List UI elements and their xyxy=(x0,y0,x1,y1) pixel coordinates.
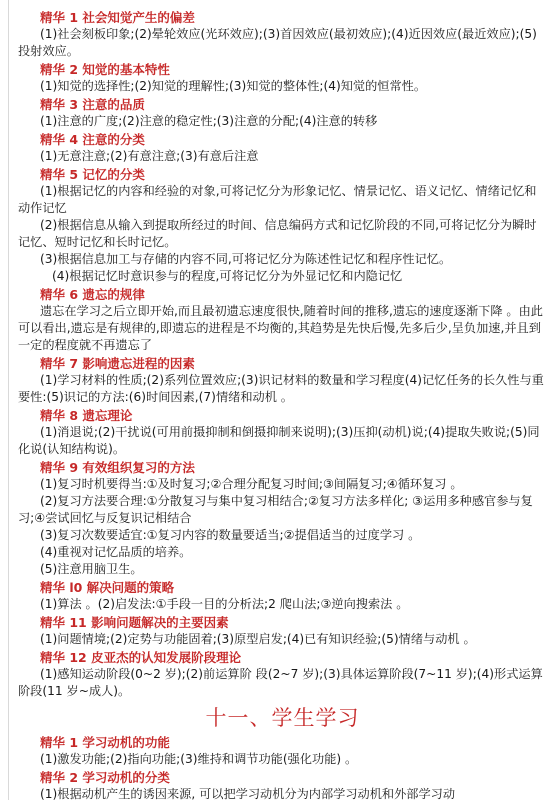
section-paragraph: (5)注意用脑卫生。 xyxy=(40,562,143,576)
section-paragraph: (4)根据记忆时意识参与的程度,可将记忆分为外显记忆和内隐记忆 xyxy=(52,269,403,283)
section-paragraph: (1)问题情境;(2)定势与功能固着;(3)原型启发;(4)已有知识经验;(5)情绪与动机 。 xyxy=(40,632,476,646)
section-paragraph: (2)复习方法要合理:①分散复习与集中复习相结合;②复习方法多样化; ③运用多种感官参与复习;④尝试回忆与反复识记相结合 xyxy=(18,494,533,525)
section-heading: 精华 3 注意的品质 xyxy=(40,97,145,112)
section-paragraph: (1)无意注意;(2)有意注意;(3)有意后注意 xyxy=(40,149,259,163)
section-heading: 精华 5 记忆的分类 xyxy=(40,167,145,182)
section-list xyxy=(18,9,547,700)
section-paragraph: (1)社会刻板印象;(2)晕轮效应(光环效应);(3)首因效应(最初效应);(4)近因效应(最近效应);(5)投射效应。 xyxy=(18,27,537,58)
section-heading: 精华 2 知觉的基本特性 xyxy=(40,62,170,77)
section-heading: 精华 11 影响问题解决的主要因素 xyxy=(40,615,229,630)
section-heading: 精华 12 皮亚杰的认知发展阶段理论 xyxy=(40,650,242,665)
section-paragraph: (1)感知运动阶段(0~2 岁);(2)前运算阶 段(2~7 岁);(3)具体运算阶段(7~11 岁);(4)形式运算阶段(11 岁~成人)。 xyxy=(18,667,543,698)
section-paragraph: (1)根据动机产生的诱因来源, 可以把学习动机分为内部学习动机和外部学习动 xyxy=(40,787,456,801)
section-paragraph: (1)消退说;(2)干扰说(可用前摄抑制和倒摄抑制来说明);(3)压抑(动机)说;(4)提取失败说;(5)同化说(认知结构说)。 xyxy=(18,425,540,456)
section-heading: 精华 1 社会知觉产生的偏差 xyxy=(40,10,195,25)
section-heading: 精华 6 遗忘的规律 xyxy=(40,287,145,302)
section-heading: 精华 1 学习动机的功能 xyxy=(40,735,170,750)
section-heading: 精华 7 影响遗忘进程的因素 xyxy=(40,356,195,371)
section-paragraph: (1)注意的广度;(2)注意的稳定性;(3)注意的分配;(4)注意的转移 xyxy=(40,114,378,128)
section-paragraph: (1)激发功能;(2)指向功能;(3)维持和调节功能(强化功能) 。 xyxy=(40,752,358,766)
section-paragraph: (4)重视对记忆品质的培养。 xyxy=(40,545,192,559)
section-heading: 精华 8 遗忘理论 xyxy=(40,408,133,423)
section-paragraph: (2)根据信息从输入到提取所经过的时间、信息编码方式和记忆阶段的不同,可将记忆分为瞬时记忆、短时记忆和长时记忆。 xyxy=(18,218,537,249)
section-paragraph: (1)算法 。(2)启发法:①手段一目的分析法;2 爬山法;③逆向搜索法 。 xyxy=(40,597,409,611)
section-paragraph: (3)复习次数要适宜:①复习内容的数量要适当;②提倡适当的过度学习 。 xyxy=(40,528,421,542)
section-heading: 精华 4 注意的分类 xyxy=(40,132,145,147)
chapter-title: 十一、学生学习 xyxy=(205,706,360,730)
section-heading: 精华 2 学习动机的分类 xyxy=(40,770,170,785)
section-heading: 精华 9 有效组织复习的方法 xyxy=(40,460,195,475)
page-margin-rule xyxy=(8,0,9,800)
section-paragraph: (1)知觉的选择性;(2)知觉的理解性;(3)知觉的整体性;(4)知觉的恒常性。 xyxy=(40,79,427,93)
section-paragraph: (1)复习时机要得当:①及时复习;②合理分配复习时间;③间隔复习;④循环复习 。 xyxy=(40,477,463,491)
section-heading: 精华 l0 解决问题的策略 xyxy=(40,580,175,595)
section-paragraph: (3)根据信息加工与存储的内容不同,可将记忆分为陈述性记忆和程序性记忆。 xyxy=(40,252,452,266)
section-list-2 xyxy=(18,734,547,803)
section-paragraph: (1)根据记忆的内容和经验的对象,可将记忆分为形象记忆、情景记忆、语义记忆、情绪记忆和动作记忆 xyxy=(18,184,537,215)
section-paragraph: 遗忘在学习之后立即开始,而且最初遗忘速度很快,随着时间的推移,遗忘的速度逐渐下降 。由此可以看出,遗忘是有规律的,即遗忘的进程是不均衡的,其趋势是先快后慢,先多后少,呈负加速,并且到一定的程度就不再遗忘了 xyxy=(18,304,543,352)
section-paragraph: (1)学习材料的性质;(2)系列位置效应;(3)识记材料的数量和学习程度(4)记忆任务的长久性与重要性:(5)识记的方法:(6)时间因素,(7)情绪和动机 。 xyxy=(18,373,544,404)
